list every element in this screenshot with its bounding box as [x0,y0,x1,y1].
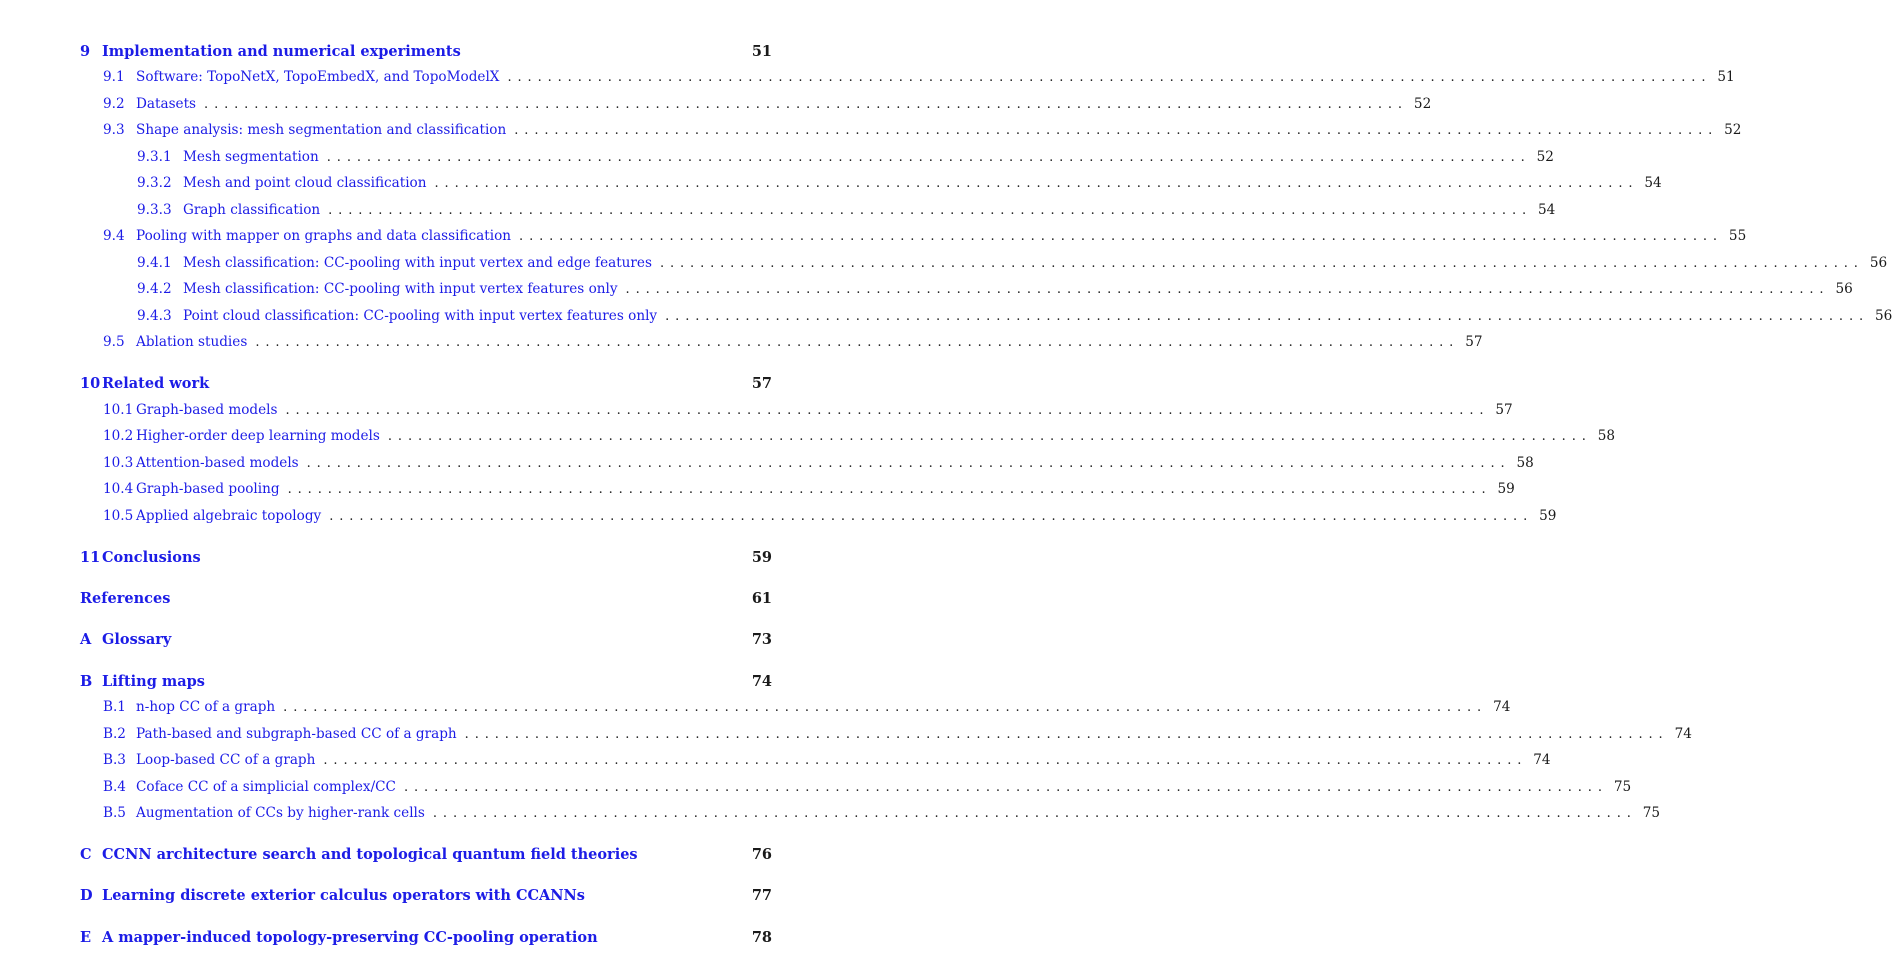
page-number: 78 [751,929,772,946]
toc-entry-link[interactable] [103,752,315,768]
dot-leader: ........................................................................................................................ [387,429,1592,444]
section-title: Lifting maps [102,673,205,690]
dot-leader: ........................................................................................................................ [329,509,1534,524]
section-number: 9.3.1 [137,149,172,165]
section-number: 11 [80,549,101,566]
toc-entry [103,752,1551,768]
toc-entry [103,402,1513,418]
section-title: References [80,590,171,607]
toc-entry-link[interactable] [103,481,280,497]
section-number: 10.1 [103,402,134,418]
toc-entry-link[interactable] [80,549,201,566]
section-number: 9.4.3 [137,308,172,324]
dot-leader: ........................................................................................................................ [514,123,1719,138]
section-number: 9.5 [103,334,125,350]
toc-entry [80,631,772,648]
section-number: 9.1 [103,69,125,85]
section-number: C [80,846,92,863]
toc-entry-link[interactable] [103,122,506,138]
toc-entry-link[interactable] [137,255,652,271]
toc-entry [137,255,1888,271]
section-number: 10.3 [103,455,134,471]
section-title: Pooling with mapper on graphs and data classification [136,228,512,244]
toc-entry-link[interactable] [137,149,319,165]
toc-entry [80,673,772,690]
page-number: 54 [1538,202,1556,218]
dot-leader: ........................................................................................................................ [283,700,1488,715]
toc-entry-link[interactable] [103,699,275,715]
toc-entry-link[interactable] [103,69,499,85]
toc-entry-link[interactable] [80,375,209,392]
page-number: 56 [1875,308,1892,324]
section-title: Graph-based pooling [136,481,280,497]
toc-entry [103,805,1661,821]
page-number: 61 [751,590,772,607]
section-title: Ablation studies [136,334,248,350]
page-number: 74 [1493,699,1511,715]
section-number: A [80,631,92,648]
toc-entry-link[interactable] [80,43,461,60]
toc-entry-link[interactable] [103,508,321,524]
section-number: B.3 [103,752,126,768]
section-number: 10.5 [103,508,134,524]
section-number: B.4 [103,779,126,795]
toc-entry [103,508,1557,524]
section-number: B.2 [103,726,126,742]
dot-leader: ........................................................................................................................ [507,70,1712,85]
section-title: Augmentation of CCs by higher-rank cells [136,805,425,821]
section-title: Mesh segmentation [183,149,319,165]
section-title: Datasets [136,96,197,112]
toc-entry [80,929,772,946]
toc-entry-link[interactable] [103,726,457,742]
page-number: 57 [1465,334,1483,350]
toc-entry [103,122,1742,138]
toc-entry [103,699,1511,715]
section-title: CCNN architecture search and topological quantum field theories [102,846,638,863]
section-title: Software: TopoNetX, TopoEmbedX, and TopoModelX [136,69,500,85]
toc-entry [103,334,1483,350]
section-title: Conclusions [102,549,201,566]
toc-entry [80,549,772,566]
section-title: Point cloud classification: CC-pooling with input vertex features only [183,308,658,324]
page-number: 59 [1539,508,1557,524]
toc-entry [103,69,1735,85]
dot-leader: ........................................................................................................................ [665,309,1870,324]
section-number: 9 [80,43,91,60]
toc-entry-link[interactable] [103,228,511,244]
page-number: 76 [751,846,772,863]
toc-entry-link[interactable] [137,175,427,191]
page-number: 59 [751,549,772,566]
toc-entry-link[interactable] [137,202,320,218]
toc-entry-link[interactable] [80,929,598,946]
dot-leader: ........................................................................................................................ [403,780,1608,795]
dot-leader: ........................................................................................................................ [285,403,1490,418]
section-title: Higher-order deep learning models [136,428,380,444]
section-title: Graph-based models [136,402,278,418]
page-number: 51 [1717,69,1735,85]
toc-entry-link[interactable] [80,590,170,607]
toc-entry-link[interactable] [80,631,171,648]
section-title: Implementation and numerical experiments [102,43,461,60]
toc-entry [103,96,1432,112]
section-number: B.5 [103,805,126,821]
page-number: 56 [1835,281,1853,297]
toc-entry-link[interactable] [80,846,638,863]
page-number: 51 [751,43,772,60]
dot-leader: ........................................................................................................................ [323,753,1528,768]
toc-entry [103,228,1747,244]
dot-leader: ........................................................................................................................ [625,282,1830,297]
dot-leader: ........................................................................................................................ [432,806,1637,821]
section-title: Shape analysis: mesh segmentation and classification [136,122,507,138]
section-title: Related work [102,375,210,392]
toc-entry [137,308,1892,324]
dot-leader: ........................................................................................................................ [434,176,1639,191]
section-title: Graph classification [183,202,321,218]
toc-entry [103,428,1616,444]
section-title: Learning discrete exterior calculus operators with CCANNs [102,887,585,904]
page-number: 75 [1642,805,1661,821]
toc-entry-link[interactable] [103,402,278,418]
toc-entry-link[interactable] [137,281,618,297]
page-number: 58 [1597,428,1616,444]
section-number: D [80,887,93,904]
dot-leader: ........................................................................................................................ [287,482,1492,497]
toc-entry-link[interactable] [103,779,396,795]
dot-leader: ........................................................................................................................ [204,97,1408,112]
section-number: 10 [80,375,101,392]
section-number: 10.4 [103,481,134,497]
section-number: 9.3.2 [137,175,172,191]
page-number: 59 [1497,481,1515,497]
dot-leader: ........................................................................................................................ [306,456,1511,471]
toc-entry-link[interactable] [103,455,299,471]
page-number: 73 [751,631,772,648]
section-title: Applied algebraic topology [136,508,322,524]
dot-leader: ........................................................................................................................ [326,150,1531,165]
section-title: Coface CC of a simplicial complex/CC [136,779,396,795]
section-title: Loop-based CC of a graph [136,752,316,768]
section-title: Path-based and subgraph-based CC of a graph [136,726,457,742]
section-title: Mesh and point cloud classification [183,175,427,191]
page-number: 74 [1674,726,1692,742]
toc-entry-link[interactable] [103,334,247,350]
section-number: 9.4 [103,228,125,244]
toc-entry-link[interactable] [103,96,196,112]
toc-entry [137,202,1556,218]
page-number: 75 [1613,779,1632,795]
section-title: A mapper-induced topology-preserving CC-pooling operation [102,929,598,946]
toc-entry [80,375,772,392]
page-number: 74 [1533,752,1551,768]
toc-entry [103,779,1632,795]
toc-entry [137,281,1853,297]
toc-entry [80,590,772,607]
section-number: 9.3.3 [137,202,172,218]
toc-entry [80,887,772,904]
page-number: 77 [751,887,772,904]
page-number: 56 [1869,255,1888,271]
toc-entry-link[interactable] [137,308,657,324]
page-number: 52 [1536,149,1554,165]
toc-entry [103,481,1515,497]
dot-leader: ........................................................................................................................ [328,203,1533,218]
section-title: Glossary [102,631,172,648]
toc-entry-link[interactable] [103,805,425,821]
dot-leader: ........................................................................................................................ [519,229,1723,244]
section-title: Mesh classification: CC-pooling with input vertex and edge features [183,255,652,271]
section-title: Mesh classification: CC-pooling with input vertex features only [183,281,618,297]
section-title: Attention-based models [136,455,299,471]
section-number: 9.4.1 [137,255,172,271]
page-number: 54 [1644,175,1662,191]
dot-leader: ........................................................................................................................ [464,727,1669,742]
section-number: B [80,673,93,690]
section-number: 9.2 [103,96,125,112]
page-number: 52 [1724,122,1742,138]
toc-entry [103,455,1534,471]
section-number: 10.2 [103,428,134,444]
toc-entry-link[interactable] [80,887,585,904]
toc-entry [80,43,772,60]
toc-entry [103,726,1692,742]
section-number: 9.3 [103,122,125,138]
section-number: 9.4.2 [137,281,172,297]
toc-entry [137,175,1662,191]
section-number: B.1 [103,699,126,715]
toc-entry [80,846,772,863]
page-number: 52 [1413,96,1432,112]
section-number: E [80,929,92,946]
section-title: n-hop CC of a graph [136,699,276,715]
dot-leader: ........................................................................................................................ [659,256,1864,271]
page-number: 55 [1728,228,1747,244]
page-number: 74 [751,673,772,690]
toc-entry-link[interactable] [80,673,205,690]
toc-entry [137,149,1554,165]
toc-entry-link[interactable] [103,428,380,444]
dot-leader: ........................................................................................................................ [255,335,1460,350]
page-number: 57 [1495,402,1513,418]
page-number: 58 [1516,455,1534,471]
page-number: 57 [751,375,772,392]
